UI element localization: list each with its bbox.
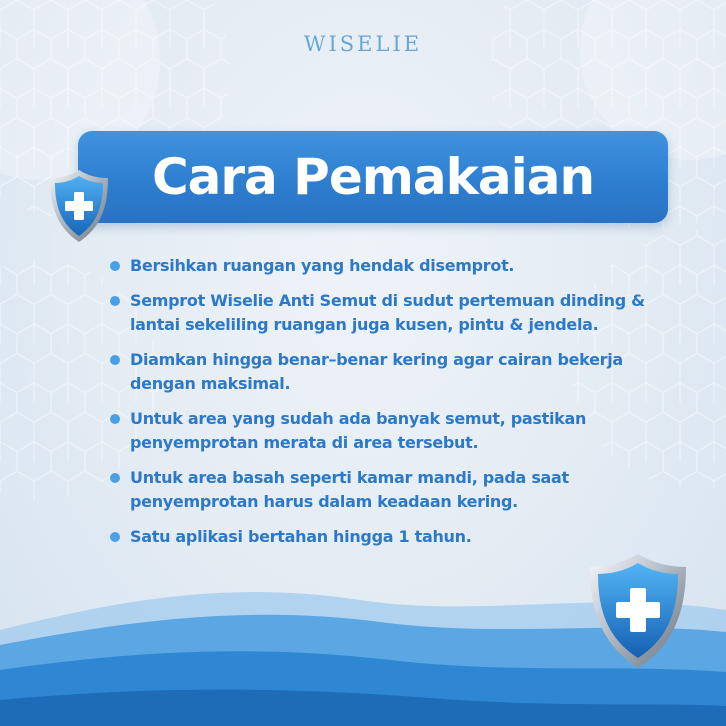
step-text: Bersihkan ruangan yang hendak disemprot.: [130, 256, 515, 275]
list-item: [110, 525, 690, 549]
step-text: Semprot Wiselie Anti Semut di sudut pertemuan dinding & lantai sekeliling ruangan juga kusen, pintu & jendela.: [130, 291, 645, 334]
step-text: Untuk area yang sudah ada banyak semut, pastikan penyemprotan merata di area tersebut.: [130, 409, 587, 452]
bullet-dot: [110, 296, 120, 306]
step-text: Diamkan hingga benar–benar kering agar cairan bekerja dengan maksimal.: [130, 350, 623, 393]
shield-plus-icon: [48, 168, 110, 244]
step-text: Satu aplikasi bertahan hingga 1 tahun.: [130, 527, 472, 546]
list-item: [110, 289, 690, 337]
list-item: [110, 466, 690, 514]
bullet-dot: [110, 261, 120, 271]
brand-logo-text: WISELIE: [303, 32, 423, 56]
list-item: [110, 407, 690, 455]
bullet-dot: [110, 355, 120, 365]
bullet-dot: [110, 414, 120, 424]
list-item: [110, 254, 690, 278]
step-text: Untuk area basah seperti kamar mandi, pada saat penyemprotan harus dalam keadaan kering.: [130, 468, 569, 511]
page-title: Cara Pemakaian: [151, 148, 595, 206]
shield-plus-icon: [586, 552, 690, 670]
list-item: [110, 348, 690, 396]
instruction-list: [110, 254, 690, 560]
bullet-dot: [110, 532, 120, 542]
bullet-dot: [110, 473, 120, 483]
